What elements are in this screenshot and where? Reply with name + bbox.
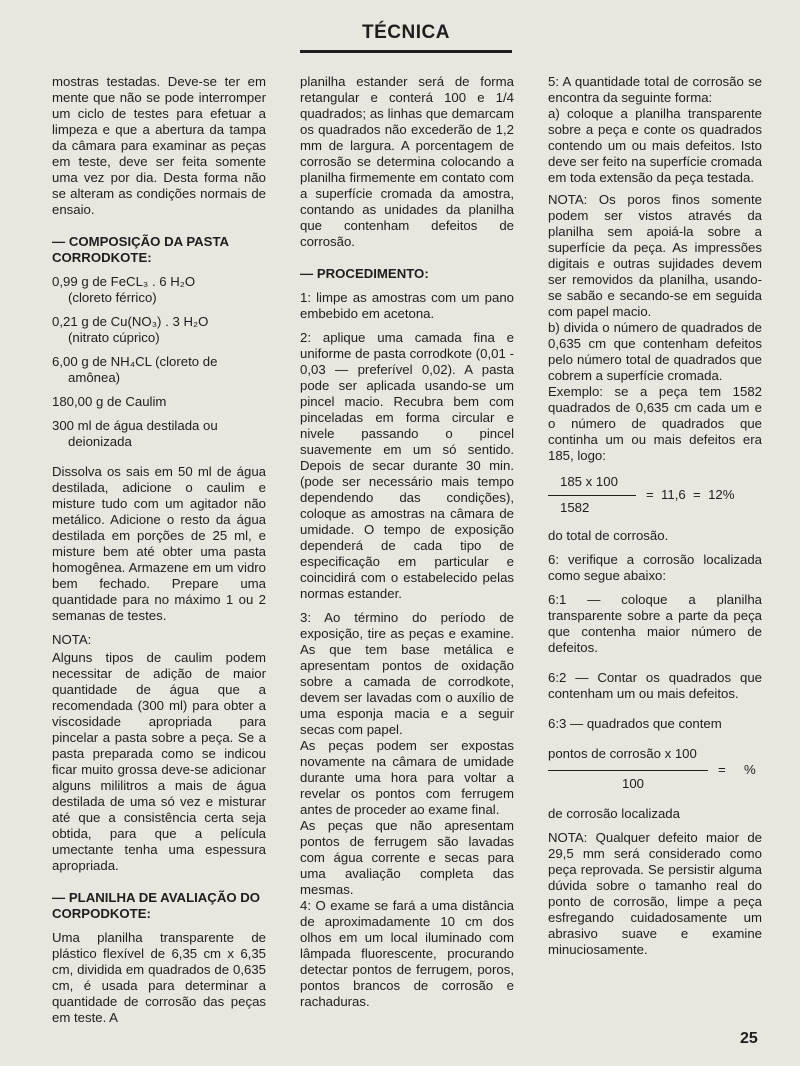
section-title-composicao: — COMPOSIÇÃO DA PASTA CORRODKOTE: — [52, 234, 229, 265]
ingredient-3 — [52, 354, 266, 386]
formula-corrosao-localizada — [548, 746, 762, 794]
step-5b: b) divida o número de quadrados de 0,635 cm que contenham defeitos pelo número total de quadrados que cobrem a superfície cromada. — [548, 320, 762, 383]
step-6-2: 6:2 — Contar os quadrados que contenham um ou mais defeitos. — [548, 670, 762, 701]
formula-denominator: 1582 — [560, 500, 590, 515]
step-2: 2: aplique uma camada fina e uniforme de pasta corrodkote (0,01 - 0,03 — preferível 0,02). A pasta pode ser aplicada usando-se um pincel macio. Recubra bem com pinceladas em forma circular e nivele passando o pincel suavemente em um só sentido. Depois de secar durante 30 min. (pode ser necessário mais tempo dependendo das condições), coloque as amostras na câmara de umidade. O tempo de exposição dependerá de cada tipo de especificação em particular e coincidirá com o estabelecido pelas normas estander. — [300, 330, 514, 601]
do-total-text: do total de corrosão. — [548, 528, 669, 543]
exemplo-paragraph: Exemplo: se a peça tem 1582 quadrados de 0,635 cm cada um e o número de quadrados que continha um ou mais defeitos era 185, logo: — [548, 384, 762, 463]
column-1 — [52, 74, 266, 1034]
ingredient-2 — [52, 314, 266, 346]
ingredient-name: 0,21 g de Cu(NO₃) . 3 H₂O — [52, 314, 209, 329]
fraction-line — [548, 770, 708, 771]
dissolva-paragraph: Dissolva os sais em 50 ml de água destilada, adicione o caulim e misture tudo com um agitador não metálico. Adicione o resto da água destilada em porções de 25 ml, e misture bem até obter uma pasta homogênea. Armazene em um vidro bem fechado. Prepare uma quantidade para no máximo 1 ou 2 semanas de testes. — [52, 464, 266, 623]
ingredient-name: 6,00 g de NH₄CL (cloreto de — [52, 354, 218, 369]
ingredient-4 — [52, 394, 266, 410]
localizada-text: de corrosão localizada — [548, 806, 680, 821]
step-1: 1: limpe as amostras com um pano embebido em acetona. — [300, 290, 514, 321]
nota-paragraph: Alguns tipos de caulim podem necessitar de adição de maior quantidade de água que a recomendada (300 ml) para obter a viscosidade apropriada para pincelar a pasta sobre a peça. Se a pasta preparada como se indicou ficar muito grossa deve-se adicionar alguns mililitros a mais de água destilada de uma só vez e misturar até que a consistência certa seja obtida, para que a película umectante tenha uma espessura apropriada. — [52, 650, 266, 873]
step-6: 6: verifique a corrosão localizada como segue abaixo: — [548, 552, 762, 583]
ingredient-5 — [52, 418, 266, 450]
nota-label: NOTA: — [52, 632, 92, 647]
step-6-3: 6:3 — quadrados que contem — [548, 716, 722, 731]
step-3c: As peças que não apresentam pontos de ferrugem são lavadas com água corrente e secas para uma avaliação completa das mesmas. — [300, 818, 514, 897]
ingredient-desc: (nitrato cúprico) — [68, 330, 160, 345]
step-4: 4: O exame se fará a uma distância de aproximadamente 10 cm dos olhos em um local iluminado com lâmpada fluorescente, procurando detectar pontos de ferrugem, poros, pontos brancos de corrosão e rachaduras. — [300, 898, 514, 1009]
ingredient-name: 0,99 g de FeCL₃ . 6 H₂O — [52, 274, 196, 289]
ingredient-name: 180,00 g de Caulim — [52, 394, 167, 409]
formula-numerator: 185 x 100 — [560, 474, 618, 489]
planilha-paragraph: Uma planilha transparente de plástico flexível de 6,35 cm x 6,35 cm, dividida em quadrados de 0,635 cm, é usada para determinar a quantidade de corrosão das peças em teste. A — [52, 930, 266, 1025]
formula-numerator: pontos de corrosão x 100 — [548, 746, 697, 761]
nota-poros: NOTA: Os poros finos somente podem ser vistos através da planilha sem apoiá-la sobre a superfície da peça. As impressões digitais e outras sujidades devem ser removidos da planilha, usando-se sabão e secando-se em seguida com papel macio. — [548, 192, 762, 319]
planilha-continued: planilha estander será de forma retangular e conterá 100 e 1/4 quadrados; as linhas que demarcam os quadrados não excederão de 1,2 mm de largura. A porcentagem de corrosão se determina colocando a planilha firmemente em contato com a superfície cromada da amostra, contando as unidades da planilha que contenham defeitos de corrosão. — [300, 74, 514, 249]
column-3 — [548, 74, 762, 966]
ingredient-desc: amônea) — [68, 370, 121, 385]
formula-total-corrosao — [548, 474, 762, 520]
section-header: TÉCNICA — [362, 22, 450, 43]
ingredient-desc: deionizada — [68, 434, 132, 449]
header-rule — [300, 50, 512, 53]
formula-result: = % — [718, 762, 756, 777]
step-3b: As peças podem ser expostas novamente na câmara de umidade durante uma hora para voltar a revelar os pontos com ferrugem antes de proceder ao exame final. — [300, 738, 514, 817]
nota-defeito: NOTA: Qualquer defeito maior de 29,5 mm será considerado como peça reprovada. Se persistir alguma dúvida sobre o tamanho real do ponto de corrosão, limpe a peça esfregando cuidadosamente um abrasivo suave e examine minuciosamente. — [548, 830, 762, 957]
ingredient-desc: (cloreto férrico) — [68, 290, 157, 305]
page-number: 25 — [740, 1030, 758, 1047]
intro-paragraph: mostras testadas. Deve-se ter em mente que não se pode interromper um ciclo de testes para efetuar a limpeza e que a abertura da tampa da câmara para examinar as peças em teste, deve ser feita somente uma vez por dia. Desta forma não se alteram as condições normais de ensaio. — [52, 74, 266, 217]
step-5a: a) coloque a planilha transparente sobre a peça e conte os quadrados contendo um ou mais defeitos. Isto deve ser feito na superfície cromada em toda extensão da peça testada. — [548, 106, 762, 185]
step-5: 5: A quantidade total de corrosão se encontra da seguinte forma: — [548, 74, 762, 105]
section-title-planilha: — PLANILHA DE AVALIAÇÃO DO CORPODKOTE: — [52, 890, 261, 921]
ingredient-name: 300 ml de água destilada ou — [52, 418, 218, 433]
formula-result: = 11,6 = 12% — [646, 487, 735, 502]
formula-denominator: 100 — [622, 776, 645, 791]
ingredient-1 — [52, 274, 266, 306]
fraction-line — [548, 495, 636, 496]
section-title-procedimento: — PROCEDIMENTO: — [300, 266, 429, 281]
step-3: 3: Ao término do período de exposição, tire as peças e examine. As que tem base metálica e apresentam pontos de oxidação sobre a camada de corrodkote, devem ser lavadas com o auxílio de uma esponja macia e a seguir secas com papel. — [300, 610, 514, 737]
step-6-1: 6:1 — coloque a planilha transparente sobre a parte da peça que contenha maior número de defeitos. — [548, 592, 762, 655]
column-2 — [300, 74, 514, 1018]
